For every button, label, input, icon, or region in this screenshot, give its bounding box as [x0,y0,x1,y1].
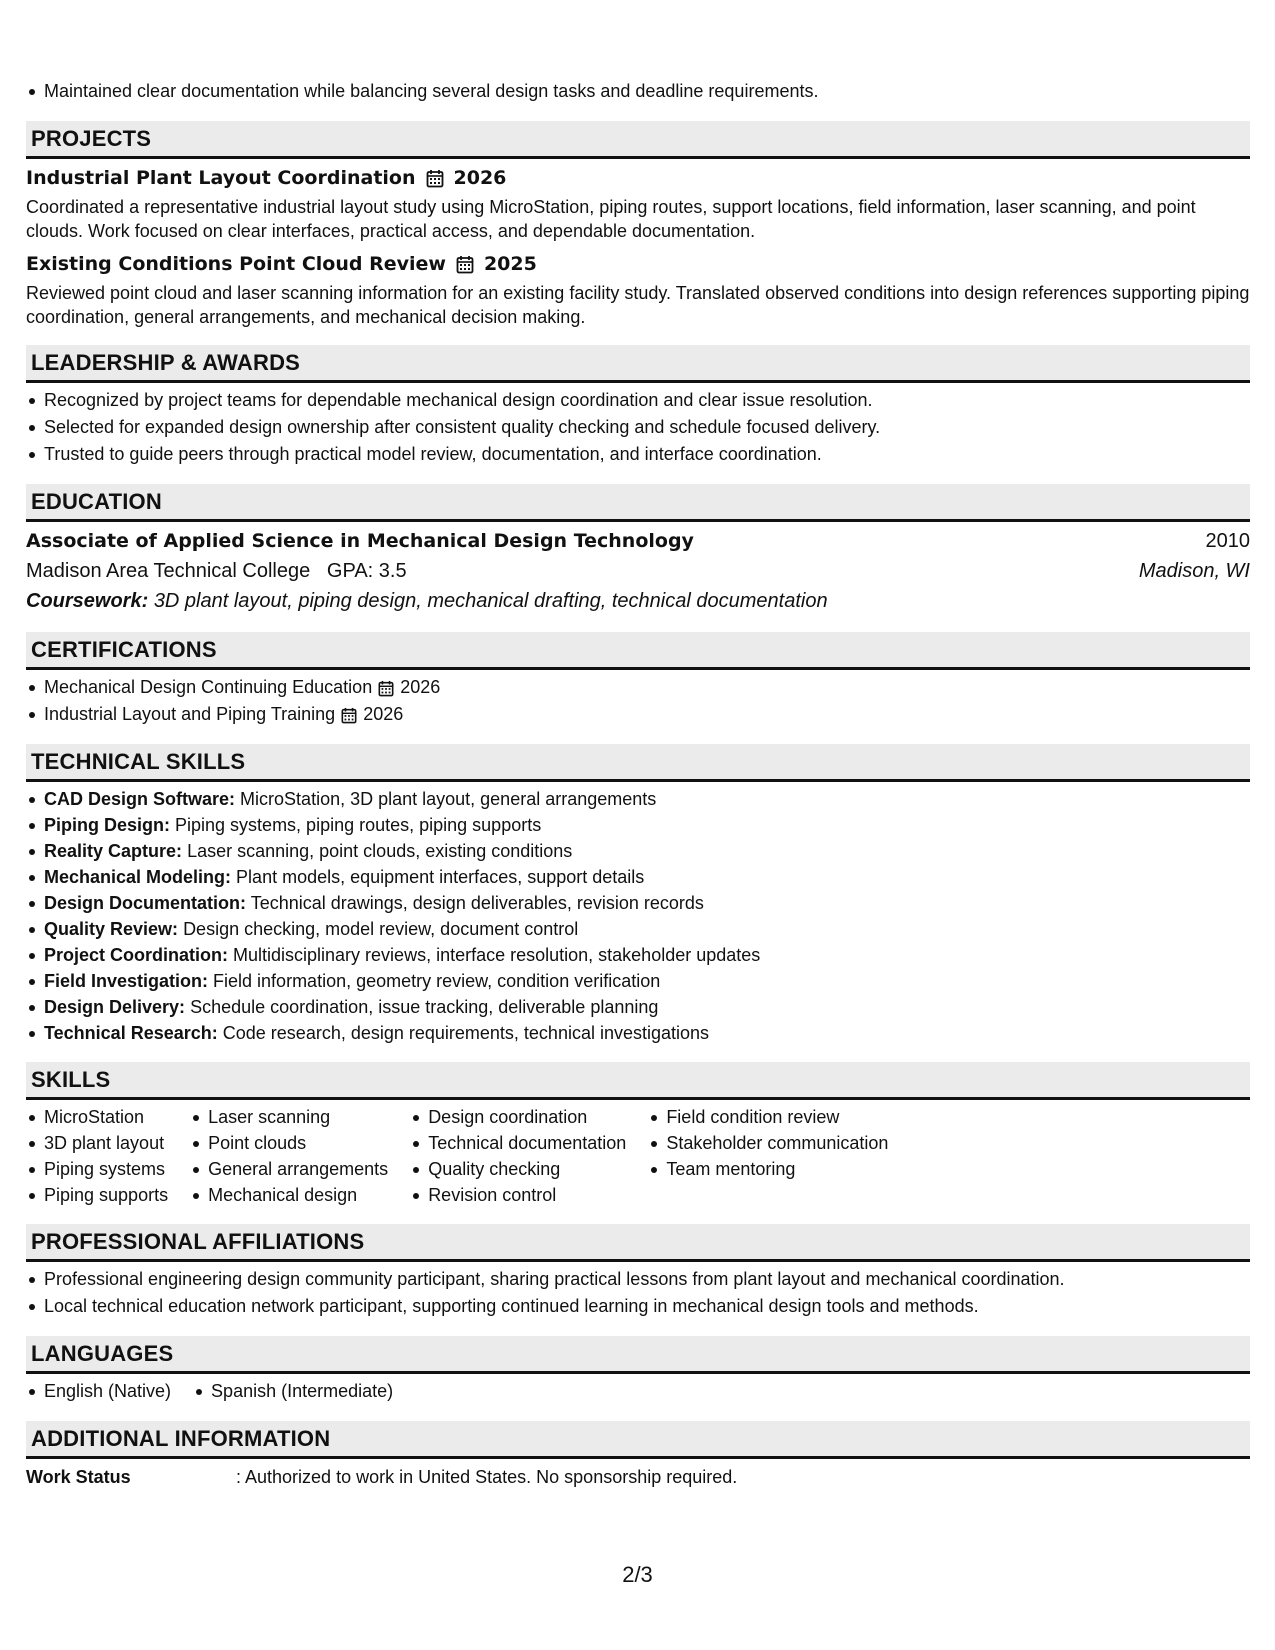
skill-detail: Piping systems, piping routes, piping supports [175,815,542,835]
school-name: Madison Area Technical College [26,560,311,582]
project-year: 2025 [483,253,537,275]
list-item: Laser scanning [190,1104,388,1130]
list-item: Recognized by project teams for dependable mechanical design coordination and clear issue resolution. [26,387,1250,414]
list-item: Selected for expanded design ownership after consistent quality checking and schedule focused delivery. [26,414,1250,441]
skill-category: Field Investigation: [44,971,209,991]
work-status-value: : Authorized to work in United States. No sponsorship required. [236,1467,738,1487]
calendar-icon [426,163,444,193]
list-item: Design coordination [410,1104,626,1130]
skill-detail: Schedule coordination, issue tracking, deliverable planning [190,997,659,1017]
work-status-label: Work Status [26,1467,131,1487]
skill-detail: MicroStation, 3D plant layout, general arrangements [240,789,657,809]
list-item [26,942,1250,968]
certifications-section [26,632,1250,728]
leadership-section [26,345,1250,468]
list-item: Piping supports [26,1182,168,1208]
skill-category: Mechanical Modeling: [44,867,232,887]
graduation-year: 2010 [1205,530,1250,552]
projects-section [26,121,1250,329]
languages-section [26,1336,1250,1405]
resume-page [26,78,1250,1491]
list-item [26,701,1250,728]
skill-detail: Field information, geometry review, condition verification [213,971,661,991]
list-item: MicroStation [26,1104,168,1130]
list-item: Piping systems [26,1156,168,1182]
list-item: 3D plant layout [26,1130,168,1156]
skill-detail: Multidisciplinary reviews, interface resolution, stakeholder updates [233,945,761,965]
skill-category: Design Documentation: [44,893,247,913]
skill-detail: Plant models, equipment interfaces, support details [236,867,645,887]
language-item: English (Native) [26,1378,171,1405]
skills-section [26,1062,1250,1208]
skills-grid [26,1104,1250,1208]
list-item: Team mentoring [648,1156,888,1182]
skill-category: Technical Research: [44,1023,218,1043]
list-item [26,968,1250,994]
project-item [26,249,1250,329]
section-heading-education: EDUCATION [26,484,1250,522]
project-item [26,163,1250,243]
list-item [26,838,1250,864]
list-item [26,994,1250,1020]
list-item [26,1020,1250,1046]
list-item: Point clouds [190,1130,388,1156]
section-heading-affiliations: PROFESSIONAL AFFILIATIONS [26,1224,1250,1262]
section-heading-certifications: CERTIFICATIONS [26,632,1250,670]
list-item: Quality checking [410,1156,626,1182]
degree-title: Associate of Applied Science in Mechanical Design Technology [26,530,694,552]
skills-column [190,1104,388,1208]
skill-detail: Technical drawings, design deliverables, revision records [250,893,704,913]
affiliations-section [26,1224,1250,1320]
section-heading-languages: LANGUAGES [26,1336,1250,1374]
section-heading-technical-skills: TECHNICAL SKILLS [26,744,1250,782]
technical-skills-section [26,744,1250,1046]
skill-category: Reality Capture: [44,841,183,861]
gpa: GPA: 3.5 [326,560,407,582]
project-description: Reviewed point cloud and laser scanning information for an existing facility study. Translated observed conditions into design references supporting piping coordination, general arrangements, and mechanical decision making. [26,283,1250,327]
school-location: Madison, WI [1138,560,1250,582]
list-item [26,890,1250,916]
project-year: 2026 [453,167,507,189]
skill-category: CAD Design Software: [44,789,236,809]
list-item: Mechanical design [190,1182,388,1208]
section-heading-projects: PROJECTS [26,121,1250,159]
skill-detail: Design checking, model review, document control [183,919,579,939]
skill-detail: Code research, design requirements, technical investigations [222,1023,710,1043]
list-item [26,864,1250,890]
list-item [26,916,1250,942]
certification-year: 2026 [363,704,404,724]
coursework-label: Coursework: [26,590,149,612]
project-description: Coordinated a representative industrial layout study using MicroStation, piping routes, support locations, field information, laser scanning, and point clouds. Work focused on clear interfaces, practical access, and dependable documentation. [26,197,1196,241]
page-number: 2/3 [622,1562,653,1587]
certification-name: Mechanical Design Continuing Education [44,677,373,697]
skill-detail: Laser scanning, point clouds, existing conditions [187,841,573,861]
skill-category: Design Delivery: [44,997,186,1017]
calendar-icon [456,249,474,279]
certification-year: 2026 [400,677,441,697]
section-heading-leadership: LEADERSHIP & AWARDS [26,345,1250,383]
project-title: Industrial Plant Layout Coordination [26,167,416,189]
list-item: Technical documentation [410,1130,626,1156]
skill-category: Project Coordination: [44,945,228,965]
list-item: Trusted to guide peers through practical model review, documentation, and interface coordination. [26,441,1250,468]
experience-continued-list [26,78,1250,105]
list-item: Revision control [410,1182,626,1208]
calendar-icon [341,701,357,728]
skills-column [26,1104,168,1208]
list-item: Field condition review [648,1104,888,1130]
additional-info-section [26,1421,1250,1491]
certification-name: Industrial Layout and Piping Training [44,704,336,724]
list-item [26,786,1250,812]
list-item [26,674,1250,701]
skill-category: Piping Design: [44,815,170,835]
skills-column [648,1104,888,1208]
coursework-list: 3D plant layout, piping design, mechanical drafting, technical documentation [153,590,828,612]
education-section [26,484,1250,616]
language-item: Spanish (Intermediate) [193,1378,393,1405]
list-item: Local technical education network participant, supporting continued learning in mechanical design tools and methods. [26,1293,1250,1320]
calendar-icon [378,674,394,701]
list-item [26,812,1250,838]
project-title: Existing Conditions Point Cloud Review [26,253,446,275]
list-item: Professional engineering design community participant, sharing practical lessons from plant layout and mechanical coordination. [26,1266,1250,1293]
skills-column [410,1104,626,1208]
list-item: Maintained clear documentation while balancing several design tasks and deadline requirements. [26,78,1250,105]
list-item: General arrangements [190,1156,388,1182]
section-heading-additional-info: ADDITIONAL INFORMATION [26,1421,1250,1459]
section-heading-skills: SKILLS [26,1062,1250,1100]
skill-category: Quality Review: [44,919,179,939]
list-item: Stakeholder communication [648,1130,888,1156]
